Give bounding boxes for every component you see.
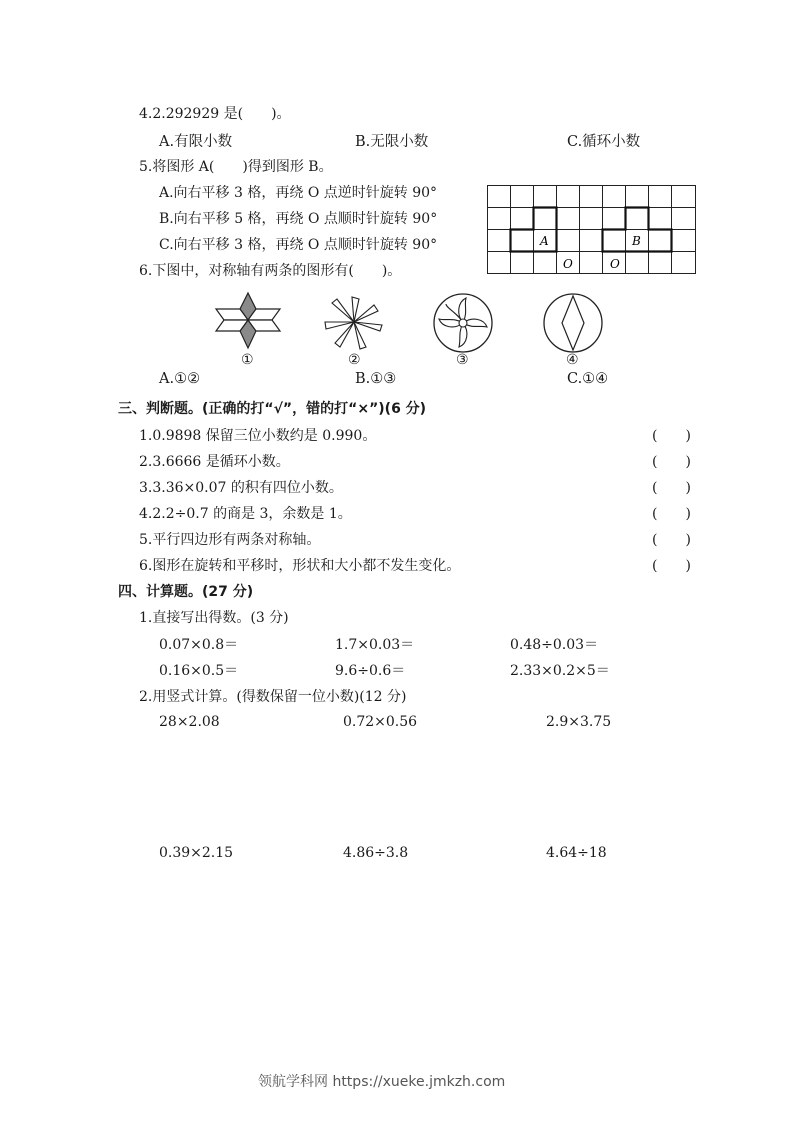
q5-option-c: C.向右平移 3 格，再绕 O 点顺时针旋转 90° <box>159 237 438 253</box>
tf-item-1: 1.0.9898 保留三位小数约是 0.990。 <box>139 428 377 444</box>
tf-item-6: 6.图形在旋转和平移时，形状和大小都不发生变化。 <box>139 558 461 574</box>
figure-3-circle-swirl <box>432 292 494 354</box>
q6-option-a: A.①② <box>159 371 201 387</box>
q6-option-c: C.①④ <box>567 371 609 387</box>
figure-2-pinwheel <box>322 293 386 353</box>
oral-calc-6: 2.33×0.2×5＝ <box>510 663 610 679</box>
figure-label-1: ① <box>241 352 254 368</box>
tf-answer-bracket-3[interactable]: ( ) <box>652 480 691 496</box>
tf-item-2: 2.3.6666 是循环小数。 <box>139 454 290 470</box>
q5-option-b: B.向右平移 5 格，再绕 O 点顺时针旋转 90° <box>159 211 438 227</box>
part-1-title: 1.直接写出得数。(3 分) <box>139 610 289 626</box>
figure-label-2: ② <box>348 352 361 368</box>
q4-stem: 4.2.292929 是( )。 <box>139 106 291 122</box>
section-4-heading: 四、计算题。(27 分) <box>118 584 254 600</box>
grid-label-o-2: O <box>610 257 620 271</box>
grid-label-a: A <box>540 234 549 248</box>
tf-answer-bracket-4[interactable]: ( ) <box>652 506 691 522</box>
q4-option-a: A.有限小数 <box>159 134 233 150</box>
oral-calc-2: 1.7×0.03＝ <box>335 637 415 653</box>
q6-stem: 6.下图中，对称轴有两条的图形有( )。 <box>139 263 402 279</box>
q6-option-b: B.①③ <box>355 371 397 387</box>
oral-calc-4: 0.16×0.5＝ <box>159 663 239 679</box>
tf-answer-bracket-2[interactable]: ( ) <box>652 454 691 470</box>
oral-calc-1: 0.07×0.8＝ <box>159 637 239 653</box>
q4-option-c: C.循环小数 <box>567 134 641 150</box>
tf-item-4: 4.2.2÷0.7 的商是 3，余数是 1。 <box>139 506 352 522</box>
oral-calc-3: 0.48÷0.03＝ <box>510 637 599 653</box>
tf-answer-bracket-5[interactable]: ( ) <box>652 532 691 548</box>
tf-answer-bracket-1[interactable]: ( ) <box>652 428 691 444</box>
vertical-calc-6: 4.64÷18 <box>546 845 607 861</box>
part-2-title: 2.用竖式计算。(得数保留一位小数)(12 分) <box>139 689 407 705</box>
vertical-calc-3: 2.9×3.75 <box>546 714 612 730</box>
figure-4-circle-rhombus <box>542 292 604 354</box>
figure-label-4: ④ <box>566 352 579 368</box>
section-3-heading: 三、判断题。(正确的打“√”，错的打“×”)(6 分) <box>118 401 427 417</box>
tf-answer-bracket-6[interactable]: ( ) <box>652 558 691 574</box>
q5-option-a: A.向右平移 3 格，再绕 O 点逆时针旋转 90° <box>159 185 438 201</box>
figure-label-3: ③ <box>456 352 469 368</box>
grid-label-o-1: O <box>563 257 573 271</box>
oral-calc-5: 9.6÷0.6＝ <box>335 663 406 679</box>
rotation-grid-figure <box>487 185 697 275</box>
vertical-calc-1: 28×2.08 <box>159 714 220 730</box>
grid-label-b: B <box>632 234 641 248</box>
vertical-calc-5: 4.86÷3.8 <box>343 845 409 861</box>
tf-item-3: 3.3.36×0.07 的积有四位小数。 <box>139 480 343 496</box>
q5-stem: 5.将图形 A( )得到图形 B。 <box>139 159 333 175</box>
q4-option-b: B.无限小数 <box>355 134 429 150</box>
footer-watermark: 领航学科网 https://xueke.jmkzh.com <box>258 1074 506 1090</box>
vertical-calc-2: 0.72×0.56 <box>343 714 418 730</box>
tf-item-5: 5.平行四边形有两条对称轴。 <box>139 532 321 548</box>
vertical-calc-4: 0.39×2.15 <box>159 845 234 861</box>
figure-1-parallelogram-star <box>213 291 283 351</box>
